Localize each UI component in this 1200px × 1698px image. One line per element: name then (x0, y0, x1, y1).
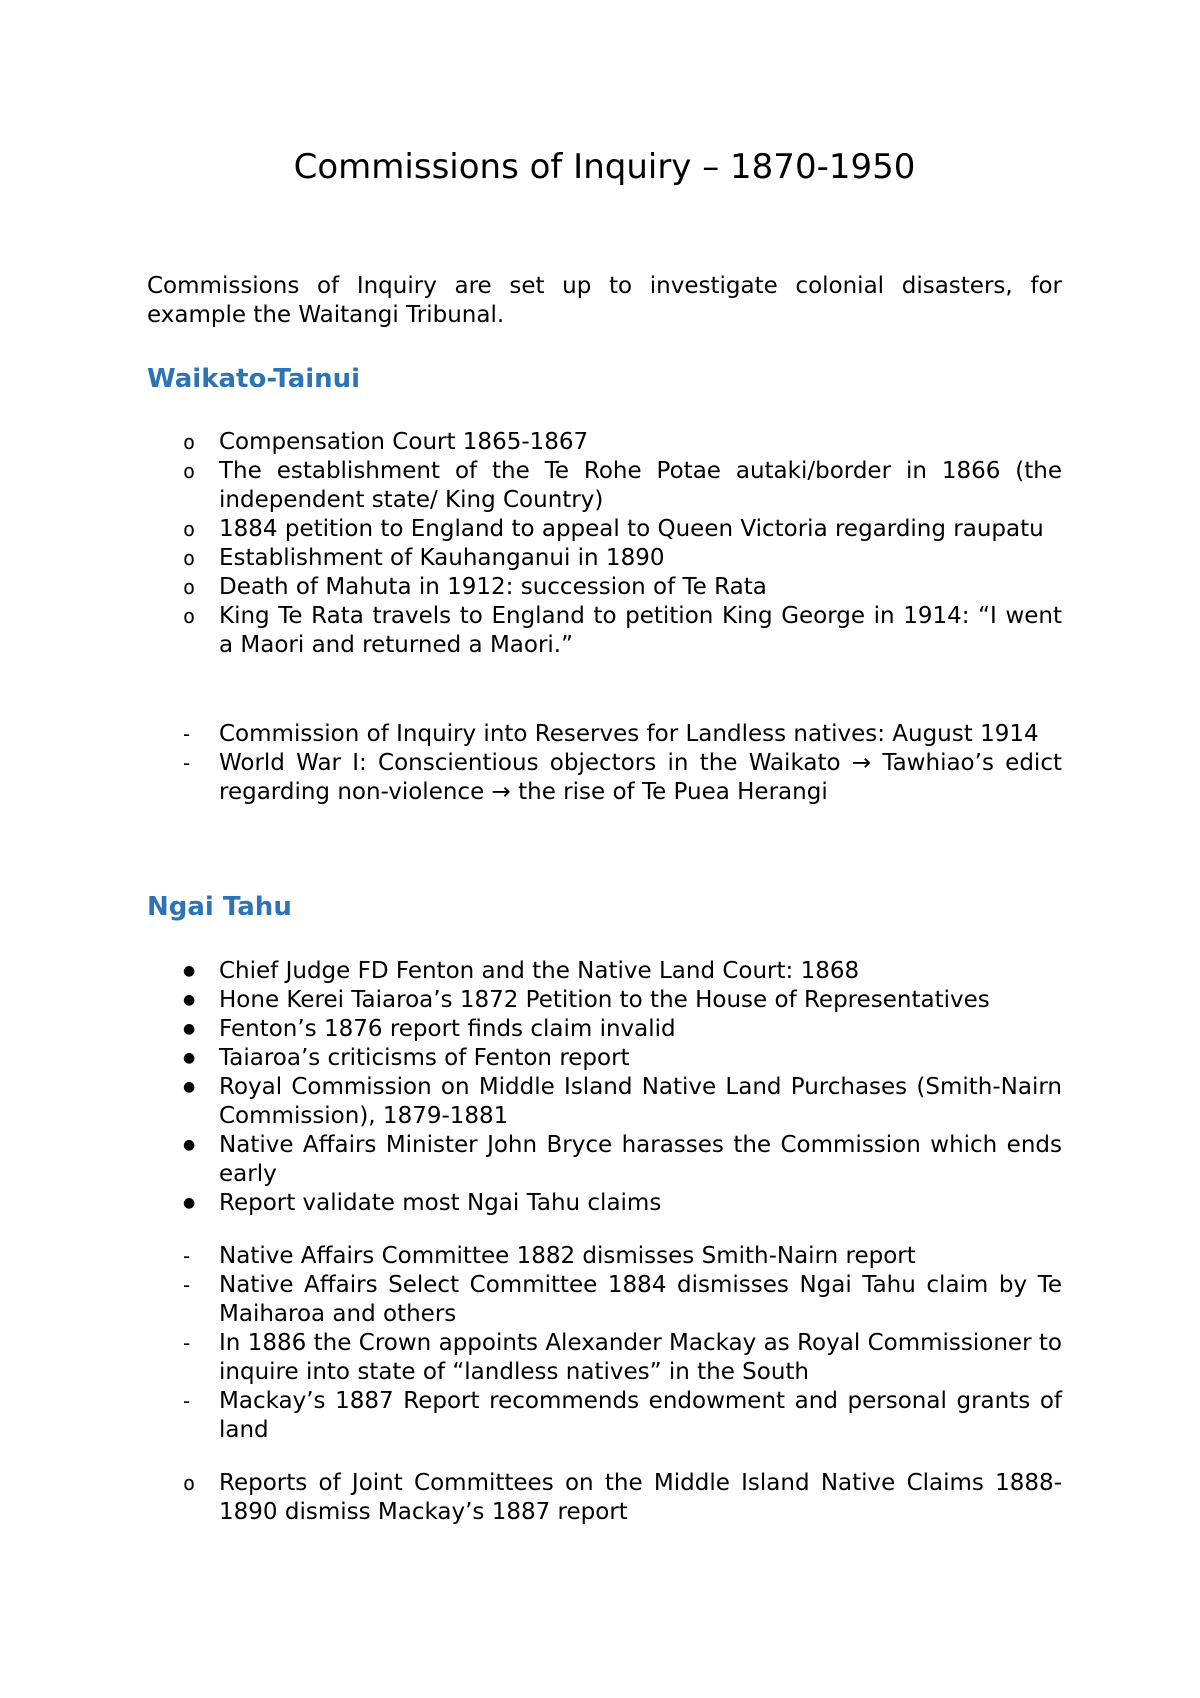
list-item-text: King Te Rata travels to England to petition King George in 1914: “I went a Maori and returned a Maori.” (219, 603, 1062, 658)
circle-bullet-icon (183, 602, 203, 631)
intro-paragraph: Commissions of Inquiry are set up to investigate colonial disasters, for example the Waitangi Tribunal. (147, 273, 1062, 328)
list-item (147, 428, 1062, 457)
circle-bullet-icon (183, 573, 203, 602)
bullet-icon (183, 986, 203, 1018)
list-item (147, 1329, 1062, 1387)
bullet-icon (183, 1073, 203, 1105)
list-item-text: World War I: Conscientious objectors in the Waikato → Tawhiao’s edict regarding non-violence → the rise of Te Puea Herangi (219, 750, 1062, 805)
list-item (147, 986, 1062, 1015)
list-item-text: Native Affairs Select Committee 1884 dismisses Ngai Tahu claim by Te Maiharoa and others (219, 1272, 1062, 1327)
circle-bullet-icon (183, 515, 203, 544)
waikato-circle-list (147, 428, 1062, 660)
dash-bullet-icon (183, 720, 203, 749)
list-item-text: Report validate most Ngai Tahu claims (219, 1190, 662, 1216)
ngai-tahu-dash-list (147, 1242, 1062, 1445)
list-item-text: Compensation Court 1865-1867 (219, 429, 589, 455)
circle-bullet-icon (183, 544, 203, 573)
list-item (147, 544, 1062, 573)
list-item-text: The establishment of the Te Rohe Potae autaki/border in 1866 (the independent state/ King Country) (219, 458, 1062, 513)
bullet-icon (183, 1015, 203, 1047)
list-item-text: Commission of Inquiry into Reserves for Landless natives: August 1914 (219, 721, 1039, 747)
bullet-icon (183, 1131, 203, 1163)
bullet-icon (183, 1044, 203, 1076)
circle-bullet-icon (183, 457, 203, 486)
list-item (147, 1073, 1062, 1131)
list-item (147, 573, 1062, 602)
list-item-text: Taiaroa’s criticisms of Fenton report (219, 1045, 630, 1071)
dash-bullet-icon (183, 1387, 203, 1416)
circle-bullet-icon (183, 428, 203, 457)
list-item-text: Native Affairs Committee 1882 dismisses Smith-Nairn report (219, 1243, 916, 1269)
list-item (147, 1242, 1062, 1271)
list-item-text: Hone Kerei Taiaroa’s 1872 Petition to the House of Representatives (219, 987, 990, 1013)
list-item (147, 1189, 1062, 1218)
document-title: Commissions of Inquiry – 1870-1950 (293, 147, 916, 187)
list-item-text: Establishment of Kauhanganui in 1890 (219, 545, 665, 571)
ngai-tahu-bullet-list (147, 957, 1062, 1218)
list-item (147, 957, 1062, 986)
list-item-text: Royal Commission on Middle Island Native Land Purchases (Smith-Nairn Commission), 1879-1881 (219, 1074, 1062, 1129)
list-item-text: Chief Judge FD Fenton and the Native Land Court: 1868 (219, 958, 860, 984)
list-item (147, 1015, 1062, 1044)
section-heading-ngai-tahu: Ngai Tahu (147, 892, 292, 922)
list-item (147, 1271, 1062, 1329)
list-item (147, 749, 1062, 807)
dash-bullet-icon (183, 749, 203, 778)
circle-bullet-icon (183, 1469, 203, 1498)
dash-bullet-icon (183, 1329, 203, 1358)
list-item (147, 1044, 1062, 1073)
list-item-text: Native Affairs Minister John Bryce harasses the Commission which ends early (219, 1132, 1062, 1187)
list-item (147, 515, 1062, 544)
list-item (147, 720, 1062, 749)
dash-bullet-icon (183, 1242, 203, 1271)
list-item (147, 1387, 1062, 1445)
list-item (147, 457, 1062, 515)
list-item-text: Reports of Joint Committees on the Middle Island Native Claims 1888-1890 dismiss Mackay’s 1887 report (219, 1470, 1062, 1525)
list-item (147, 1469, 1062, 1527)
list-item-text: Mackay’s 1887 Report recommends endowment and personal grants of land (219, 1388, 1062, 1443)
list-item (147, 602, 1062, 660)
list-item (147, 1131, 1062, 1189)
bullet-icon (183, 1189, 203, 1221)
list-item-text: Death of Mahuta in 1912: succession of Te Rata (219, 574, 767, 600)
list-item-text: Fenton’s 1876 report finds claim invalid (219, 1016, 676, 1042)
ngai-tahu-circle-list (147, 1469, 1062, 1527)
dash-bullet-icon (183, 1271, 203, 1300)
section-heading-waikato-tainui: Waikato-Tainui (147, 364, 361, 394)
waikato-dash-list (147, 720, 1062, 807)
list-item-text: In 1886 the Crown appoints Alexander Mackay as Royal Commissioner to inquire into state of “landless natives” in the South (219, 1330, 1062, 1385)
list-item-text: 1884 petition to England to appeal to Queen Victoria regarding raupatu (219, 516, 1044, 542)
bullet-icon (183, 957, 203, 989)
